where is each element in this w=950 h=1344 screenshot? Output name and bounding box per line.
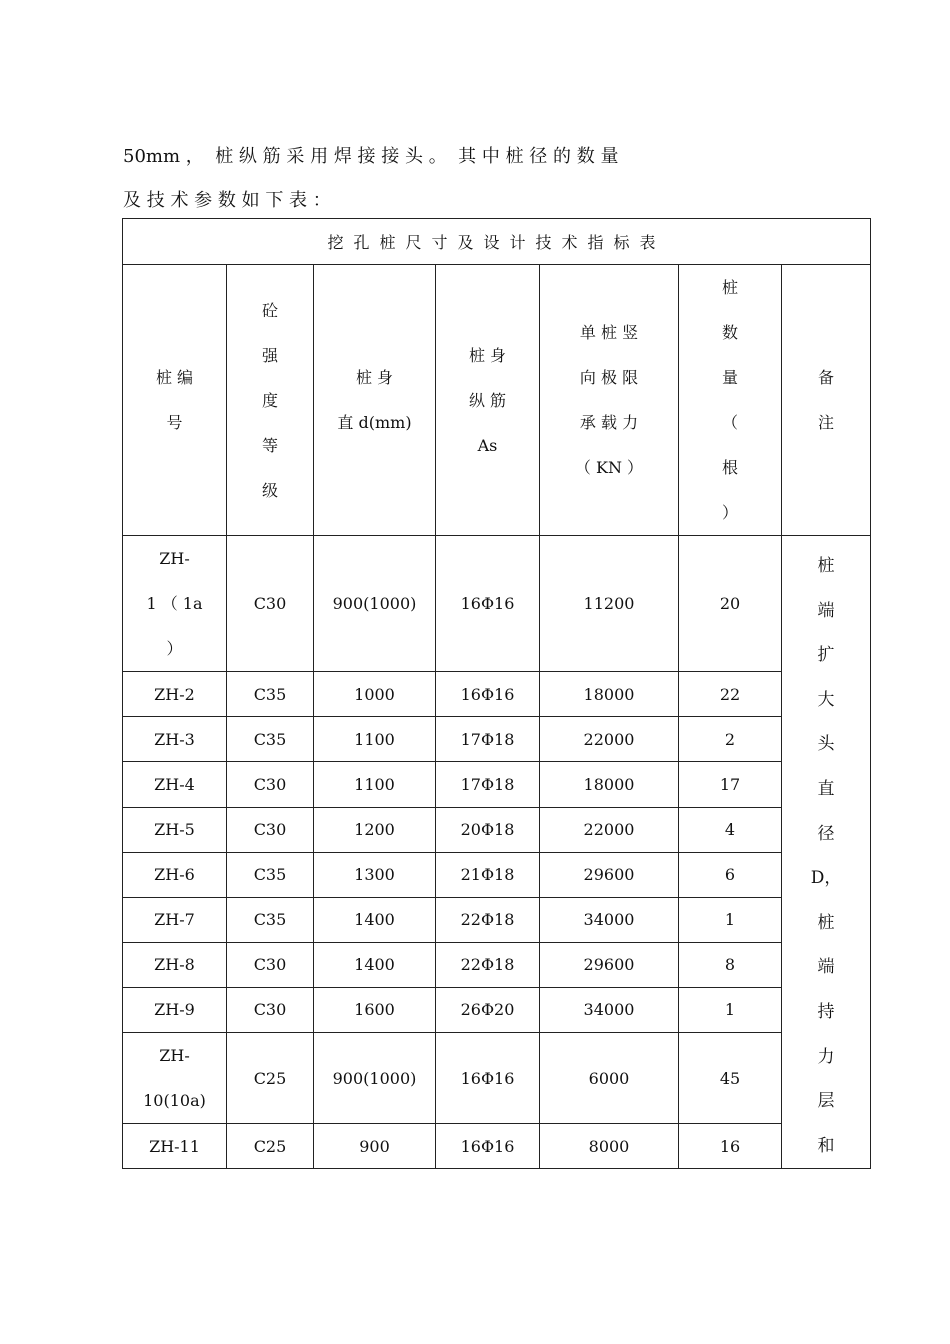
- table-title: 挖孔桩尺寸及设计技术指标表: [123, 219, 871, 265]
- cell-capacity: 6000: [540, 1032, 679, 1123]
- cell-note: [782, 536, 871, 1169]
- cell-rebar: 22Φ18: [436, 897, 540, 942]
- cell-rebar: 26Φ20: [436, 987, 540, 1032]
- cell-capacity: 18000: [540, 762, 679, 807]
- table-row: [123, 987, 871, 1032]
- cell-capacity: 34000: [540, 987, 679, 1032]
- cell-grade: C30: [227, 987, 314, 1032]
- cell-diameter: 1400: [314, 897, 436, 942]
- cell-code: ZH-4: [123, 762, 227, 807]
- table-row: [123, 672, 871, 717]
- cell-grade: C35: [227, 672, 314, 717]
- cell-count: 2: [679, 717, 782, 762]
- header-longitudinal-rebar: 桩 身 纵 筋 As: [468, 345, 507, 455]
- table-row: [123, 536, 871, 672]
- cell-code: ZH- 1 （ 1a ）: [146, 549, 203, 659]
- paragraph-line-1: 50mm ， 桩 纵 筋 采 用 焊 接 接 头 。 其 中 桩 径 的 数 量: [123, 146, 619, 167]
- cell-grade: C35: [227, 852, 314, 897]
- cell-count: 45: [679, 1032, 782, 1123]
- cell-diameter: 900(1000): [314, 536, 436, 672]
- table-row: [123, 807, 871, 852]
- cell-diameter: 1200: [314, 807, 436, 852]
- table-row: [123, 1032, 871, 1123]
- cell-diameter: 900: [314, 1124, 436, 1169]
- cell-count: 22: [679, 672, 782, 717]
- cell-diameter: 1100: [314, 762, 436, 807]
- cell-code: ZH-9: [123, 987, 227, 1032]
- cell-code: ZH-11: [123, 1124, 227, 1169]
- cell-count: 17: [679, 762, 782, 807]
- cell-rebar: 17Φ18: [436, 717, 540, 762]
- header-note: 备 注: [818, 368, 835, 432]
- cell-diameter: 1000: [314, 672, 436, 717]
- cell-rebar: 21Φ18: [436, 852, 540, 897]
- cell-code: ZH-6: [123, 852, 227, 897]
- cell-diameter: 1400: [314, 942, 436, 987]
- cell-grade: C30: [227, 942, 314, 987]
- cell-capacity: 8000: [540, 1124, 679, 1169]
- header-concrete-grade: 砼 强 度 等 级: [261, 300, 278, 500]
- cell-count: 16: [679, 1124, 782, 1169]
- cell-capacity: 11200: [540, 536, 679, 672]
- cell-diameter: 1100: [314, 717, 436, 762]
- header-pile-count: 桩 数 量 （ 根 ）: [721, 278, 738, 522]
- table-row: [123, 717, 871, 762]
- table-row: [123, 897, 871, 942]
- header-pile-code: 桩 编 号: [155, 368, 194, 432]
- cell-diameter: 1300: [314, 852, 436, 897]
- cell-capacity: 18000: [540, 672, 679, 717]
- cell-code: ZH-8: [123, 942, 227, 987]
- cell-count: 1: [679, 987, 782, 1032]
- table-row: [123, 762, 871, 807]
- cell-capacity: 22000: [540, 807, 679, 852]
- pile-spec-table: [122, 218, 871, 1169]
- cell-diameter: 1600: [314, 987, 436, 1032]
- cell-code: ZH- 10(10a): [143, 1046, 206, 1110]
- cell-grade: C35: [227, 897, 314, 942]
- cell-grade: C30: [227, 807, 314, 852]
- table-header-row: [123, 265, 871, 536]
- table-row: [123, 852, 871, 897]
- note-text: 桩 端 扩 大 头 直 径 D， 桩 端 持 力 层 和: [810, 556, 842, 1156]
- cell-rebar: 17Φ18: [436, 762, 540, 807]
- cell-rebar: 20Φ18: [436, 807, 540, 852]
- header-bearing-capacity: 单 桩 竖 向 极 限 承 载 力 （ KN ）: [574, 323, 644, 477]
- table-row: [123, 1124, 871, 1169]
- cell-rebar: 16Φ16: [436, 1032, 540, 1123]
- cell-count: 8: [679, 942, 782, 987]
- cell-grade: C25: [227, 1032, 314, 1123]
- cell-rebar: 16Φ16: [436, 672, 540, 717]
- header-pile-diameter: 桩 身 直 d(mm): [337, 368, 412, 432]
- cell-code: ZH-7: [123, 897, 227, 942]
- cell-code: ZH-3: [123, 717, 227, 762]
- cell-capacity: 29600: [540, 852, 679, 897]
- cell-code: ZH-5: [123, 807, 227, 852]
- cell-count: 1: [679, 897, 782, 942]
- cell-rebar: 16Φ16: [436, 536, 540, 672]
- cell-grade: C35: [227, 717, 314, 762]
- paragraph-line-2: 及 技 术 参 数 如 下 表 ：: [123, 190, 331, 211]
- cell-rebar: 16Φ16: [436, 1124, 540, 1169]
- cell-code: ZH-2: [123, 672, 227, 717]
- cell-capacity: 29600: [540, 942, 679, 987]
- cell-rebar: 22Φ18: [436, 942, 540, 987]
- cell-grade: C25: [227, 1124, 314, 1169]
- cell-capacity: 34000: [540, 897, 679, 942]
- cell-capacity: 22000: [540, 717, 679, 762]
- cell-count: 20: [679, 536, 782, 672]
- cell-count: 4: [679, 807, 782, 852]
- cell-grade: C30: [227, 536, 314, 672]
- cell-count: 6: [679, 852, 782, 897]
- table-row: [123, 942, 871, 987]
- cell-diameter: 900(1000): [314, 1032, 436, 1123]
- cell-grade: C30: [227, 762, 314, 807]
